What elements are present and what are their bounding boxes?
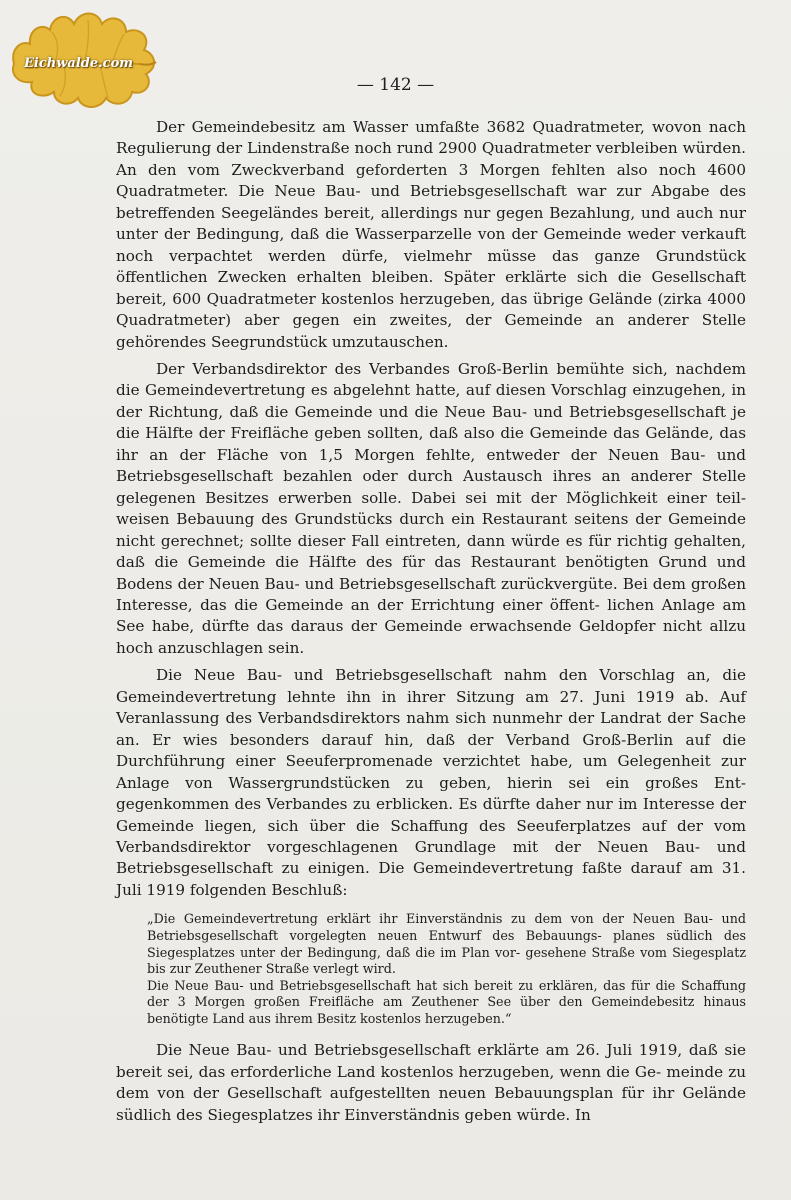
page-number: — 142 —: [356, 75, 435, 95]
paragraph-3: Die Neue Bau- und Betriebsgesellschaft nahm den Vorschlag an, die Gemeindevertretung lehnte ihn in ihrer Sitzung am 27. Juni 1919 ab. Auf Veranlassung des Verbandsdirektors nahm sich nunmehr der Landrat der Sache an. Er wies besonders darauf hin, daß der Verband Groß-Berlin auf die Durchführung einer Seeuferpromenade verzichtet habe, um Gelegenheit zur Anlage von Wassergrundstücken zu geben, hierin sei ein großes Ent- gegenkommen des Verbandes zu erblicken. Es dürfte daher nur im Interesse der Gemeinde liegen, sich über die Schaffung des Seeuferplatzes auf der vom Verbandsdirektor vorgeschlagenen Grundlage mit der Neuen Bau- und Betriebsgesellschaft zu einigen. Die Gemeindevertretung faßte darauf am 31. Juli 1919 folgenden Beschluß:: [116, 666, 746, 899]
quote-line-1: „Die Gemeindevertretung erklärt ihr Einverständnis zu dem von der Neuen Bau- und Betriebsgesellschaft vorgelegten neuen Entwurf des Bebauungs- planes südlich des Siegesplatzes unter der Bedingung, daß die im Plan vor- gesehene Straße vom Siegesplatz bis zur Zeuthener Straße verlegt wird.: [147, 911, 746, 977]
body-text: [116, 117, 746, 1132]
watermark-logo[interactable]: [4, 4, 160, 116]
paragraph-4: Die Neue Bau- und Betriebsgesellschaft erklärte am 26. Juli 1919, daß sie bereit sei, das erforderliche Land kostenlos herzugeben, wenn die Ge- meinde zu dem von der Gesellschaft aufgestellten neuen Bebauungsplan für ihr Gelände südlich des Siegesplatzes ihr Einverständnis geben würde. In: [116, 1041, 746, 1124]
block-quote: [147, 911, 746, 1027]
paragraph-1: Der Gemeindebesitz am Wasser umfaßte 3682 Quadratmeter, wovon nach Regulierung der Lindenstraße noch rund 2900 Quadratmeter verbleiben würden. An den vom Zweckverband geforderten 3 Morgen fehlten also noch 4600 Quadratmeter. Die Neue Bau- und Betriebsgesellschaft war zur Abgabe des betreffenden Seegeländes bereit, allerdings nur gegen Bezahlung, und auch nur unter der Bedingung, daß die Wasserparzelle von der Gemeinde weder verkauft noch verpachtet werden dürfe, vielmehr müsse das ganze Grundstück öffentlichen Zwecken erhalten bleiben. Später erklärte sich die Gesellschaft bereit, 600 Quadratmeter kostenlos herzugeben, das übrige Gelände (zirka 4000 Quadratmeter) aber gegen ein zweites, der Gemeinde an anderer Stelle gehörendes Seegrundstück umzutauschen.: [116, 118, 746, 351]
paragraph-2: Der Verbandsdirektor des Verbandes Groß-Berlin bemühte sich, nachdem die Gemeindevertretung es abgelehnt hatte, auf diesen Vorschlag einzugehen, in der Richtung, daß die Gemeinde und die Neue Bau- und Betriebsgesellschaft je die Hälfte der Freifläche geben sollten, daß also die Gemeinde das Gelände, das ihr an der Fläche von 1,5 Morgen fehlte, entweder der Neuen Bau- und Betriebsgesellschaft bezahlen oder durch Austausch ihres an anderer Stelle gelegenen Besitzes erwerben solle. Dabei sei mit der Möglichkeit einer teil- weisen Bebauung des Grundstücks durch ein Restaurant seitens der Gemeinde nicht gerechnet; sollte dieser Fall eintreten, dann würde es für richtig gehalten, daß die Gemeinde die Hälfte des für das Restaurant benötigten Grund und Bodens der Neuen Bau- und Betriebsgesellschaft zurückvergüte. Bei dem großen Interesse, das die Gemeinde an der Errichtung einer öffent- lichen Anlage am See habe, dürfte das daraus der Gemeinde erwachsende Geldopfer nicht allzu hoch anzuschlagen sein.: [116, 359, 746, 657]
watermark-text: Eichwalde.com: [24, 56, 133, 71]
quote-line-2: Die Neue Bau- und Betriebsgesellschaft hat sich bereit zu erklären, das für die Schaffung der 3 Morgen großen Freifläche am Zeuthener See über den Gemeindebesitz hinaus benötigte Land aus ihrem Besitz kostenlos herzugeben.“: [147, 977, 746, 1026]
